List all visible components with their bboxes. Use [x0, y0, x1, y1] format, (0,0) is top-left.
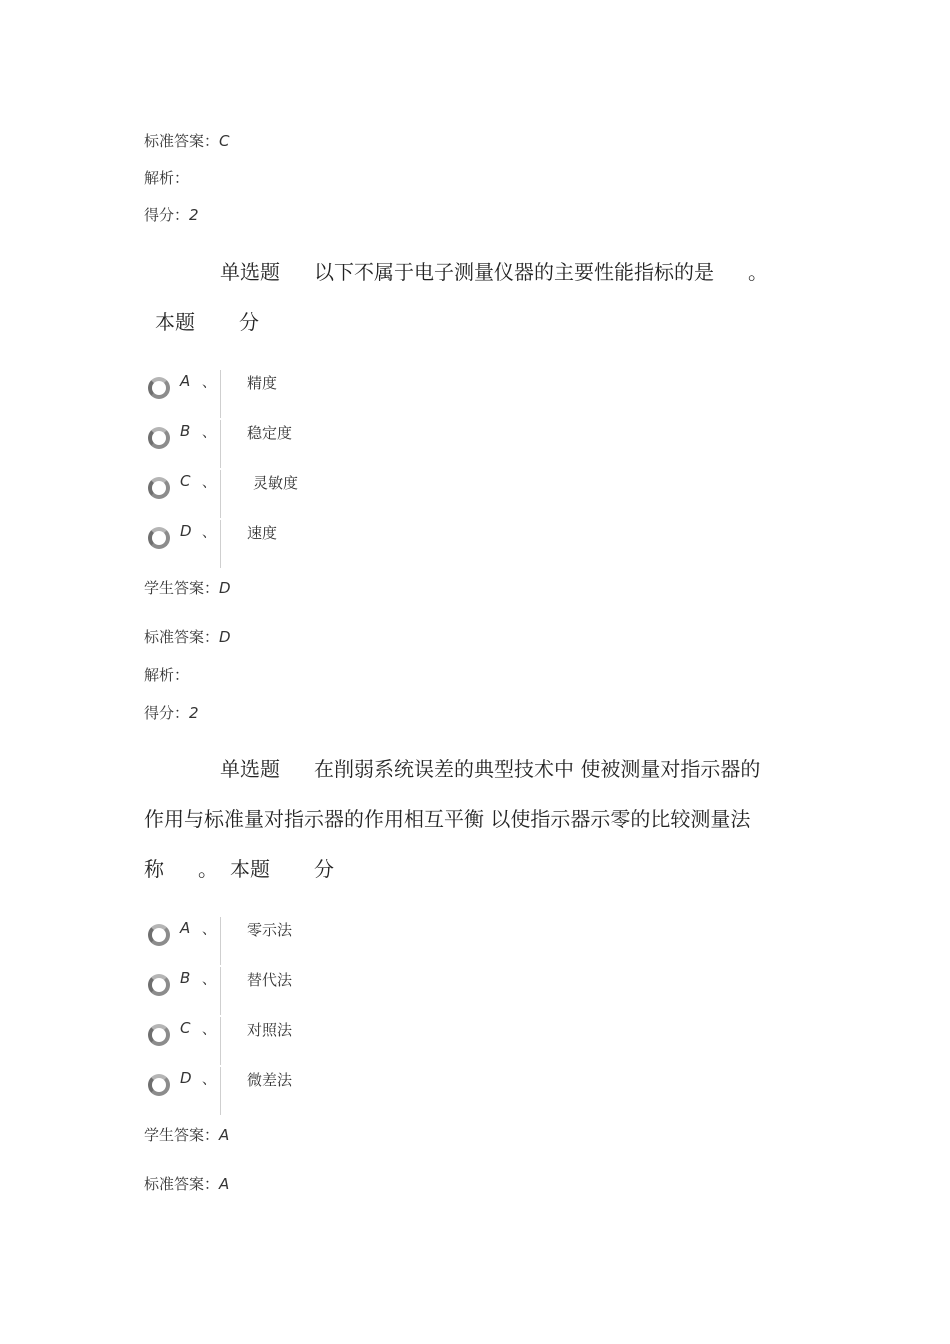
question-text-line-1: 在削弱系统误差的典型技术中 使被测量对指示器的 — [314, 757, 761, 781]
radio-button[interactable] — [148, 427, 170, 449]
score-label: 得分： — [144, 206, 190, 224]
option-letter: D — [180, 522, 192, 540]
student-answer-value: A — [219, 1126, 230, 1144]
option-c[interactable] — [144, 1017, 444, 1067]
student-answer-label: 学生答案： — [144, 579, 220, 597]
radio-button[interactable] — [148, 924, 170, 946]
option-separator: 、 — [202, 525, 216, 541]
option-letter: B — [180, 422, 191, 440]
score-value: 2 — [189, 704, 199, 722]
option-d[interactable] — [144, 520, 444, 570]
question-3-line-2 — [144, 805, 750, 833]
option-separator: 、 — [202, 972, 216, 988]
question-type: 单选题 — [220, 260, 280, 284]
question-period: 。 — [198, 857, 218, 881]
standard-answer-label: 标准答案： — [144, 628, 220, 646]
score-label: 得分： — [144, 704, 190, 722]
standard-answer-row — [144, 131, 230, 151]
option-text: 精度 — [247, 374, 278, 392]
option-separator: 、 — [202, 375, 216, 391]
radio-button[interactable] — [148, 527, 170, 549]
question-2-points — [155, 308, 259, 336]
question-type: 单选题 — [220, 757, 280, 781]
student-answer-label: 学生答案： — [144, 1126, 220, 1144]
score-value: 2 — [189, 206, 199, 224]
question-text-line-2: 作用与标准量对指示器的作用相互平衡 以使指示器示零的比较测量法 — [144, 807, 751, 831]
standard-answer-value: D — [219, 628, 231, 646]
option-divider — [220, 917, 221, 965]
option-divider — [220, 520, 221, 568]
option-divider — [220, 1017, 221, 1065]
option-separator: 、 — [202, 425, 216, 441]
points-suffix: 分 — [314, 857, 334, 881]
option-separator: 、 — [202, 475, 216, 491]
score-row — [144, 703, 199, 723]
option-text: 稳定度 — [247, 424, 293, 442]
option-divider — [220, 470, 221, 518]
option-letter: D — [180, 1069, 192, 1087]
score-row — [144, 205, 199, 225]
option-letter: B — [180, 969, 191, 987]
standard-answer-label: 标准答案： — [144, 1175, 220, 1193]
radio-button[interactable] — [148, 1024, 170, 1046]
radio-button[interactable] — [148, 377, 170, 399]
option-separator: 、 — [202, 1022, 216, 1038]
analysis-row — [144, 665, 189, 685]
option-text: 灵敏度 — [253, 474, 299, 492]
points-suffix: 分 — [239, 310, 259, 334]
standard-answer-row — [144, 1174, 229, 1194]
standard-answer-row — [144, 627, 231, 647]
option-letter: A — [180, 372, 191, 390]
option-letter: A — [180, 919, 191, 937]
option-text: 替代法 — [247, 971, 293, 989]
standard-answer-label: 标准答案： — [144, 132, 220, 150]
question-text: 以下不属于电子测量仪器的主要性能指标的是 — [314, 260, 714, 284]
option-a[interactable] — [144, 370, 444, 420]
standard-answer-value: C — [219, 132, 230, 150]
option-letter: C — [180, 1019, 191, 1037]
option-text: 速度 — [247, 524, 278, 542]
student-answer-value: D — [219, 579, 231, 597]
option-text: 微差法 — [247, 1071, 293, 1089]
option-separator: 、 — [202, 922, 216, 938]
option-divider — [220, 967, 221, 1015]
points-prefix: 本题 — [230, 857, 270, 881]
option-a[interactable] — [144, 917, 444, 967]
question-text-line-3: 称 — [144, 857, 164, 881]
standard-answer-value: A — [219, 1175, 230, 1193]
option-divider — [220, 370, 221, 418]
option-separator: 、 — [202, 1072, 216, 1088]
radio-button[interactable] — [148, 1074, 170, 1096]
student-answer-row — [144, 1125, 229, 1145]
points-prefix: 本题 — [155, 310, 195, 334]
analysis-label: 解析： — [144, 169, 190, 187]
student-answer-row — [144, 578, 231, 598]
option-text: 零示法 — [247, 921, 293, 939]
question-period: 。 — [748, 260, 768, 284]
analysis-label: 解析： — [144, 666, 190, 684]
option-c[interactable] — [144, 470, 444, 520]
question-2-title — [220, 258, 768, 286]
option-divider — [220, 420, 221, 468]
analysis-row — [144, 168, 189, 188]
question-3-title — [220, 755, 760, 783]
radio-button[interactable] — [148, 477, 170, 499]
radio-button[interactable] — [148, 974, 170, 996]
option-d[interactable] — [144, 1067, 444, 1117]
question-3-line-3 — [144, 855, 334, 883]
option-letter: C — [180, 472, 191, 490]
option-divider — [220, 1067, 221, 1115]
option-b[interactable] — [144, 967, 444, 1017]
option-b[interactable] — [144, 420, 444, 470]
option-text: 对照法 — [247, 1021, 293, 1039]
